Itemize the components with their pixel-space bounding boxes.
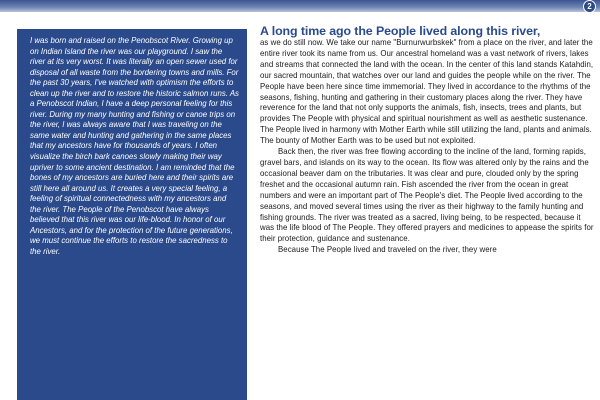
page-number-badge: 2 — [583, 0, 596, 13]
article-paragraph-2: Back then, the river was free flowing according to the incline of the land, forming rapids, gravel bars, and islands on its way to the ocean. Its flow was altered only by the rains and the occasional beaver dam on the tributaries. It was clear and pure, clouded only by the spring freshet and the occasional autumn rain. Fish ascended the river from the ocean in great numbers and were an important part of The People's diet. The People lived according to the seasons, and moved several times using the river as their highway to the family hunting and fishing grounds. The river was treated as a sacred, living being, to be respected, because it was the life blood of The People. They offered prayers and medicines to appease the spirits for their protection, guidance and sustenance. — [260, 147, 594, 244]
quote-sidebar — [17, 29, 247, 400]
sidebar-quote-text: I was born and raised on the Penobscot River. Growing up on Indian Island the river was our playground. I saw the river at its very worst. It was literally an open sewer used for disposal of all waste from the bordering towns and mills. For the past 30 years, I've watched with optimism the efforts to clean up the river and to restore the historic salmon runs. As a Penobscot Indian, I have a deep personal feeling for this river. During my many hunting and fishing or canoe trips on the river, I was always aware that I was traveling on the same water and hunting and gathering in the same places that my ancestors have for thousands of years. I often visualize the birch bark canoes slowly making their way upriver to some ancient destination. I am reminded that the bones of my ancestors are buried here and their spirits are still here all around us. It creates a very special feeling, a feeling of spiritual connectedness with my ancestors and the river. The People of the Penobscot have always believed that this river was our life-blood. In honor of our Ancestors, and for the protection of the future generations, we must continue the efforts to restore the sacredness to the river. — [30, 36, 239, 256]
article-body — [260, 24, 596, 400]
top-banner — [0, 0, 600, 12]
article-paragraph-3: Because The People lived and traveled on the river, they were — [278, 245, 497, 255]
article-headline: A long time ago the People lived along this river, — [260, 24, 541, 38]
article-paragraph-1: as we do still now. We take our name "Burnurwurbskek" from a place on the river, and later the entire river took its name from us. Our ancestral homeland was a vast network of rivers, lakes and streams that connected the land with the ocean. In the center of this land stands Katahdin, our sacred mountain, that watches over our land and guides the people while on the river. The People have been here since time immemorial. They lived in accordance to the rhythms of the seasons, fishing, hunting and gathering in their customary places along the river. They have reverence for the land that not only supports the animals, fish, insects, trees and plants, but provides The People with physical and spiritual nourishment as well as aesthetic sustenance. The People lived in harmony with Mother Earth while still utilizing the land, plants and animals. The bounty of Mother Earth was to be used but not exploited. — [260, 38, 594, 146]
